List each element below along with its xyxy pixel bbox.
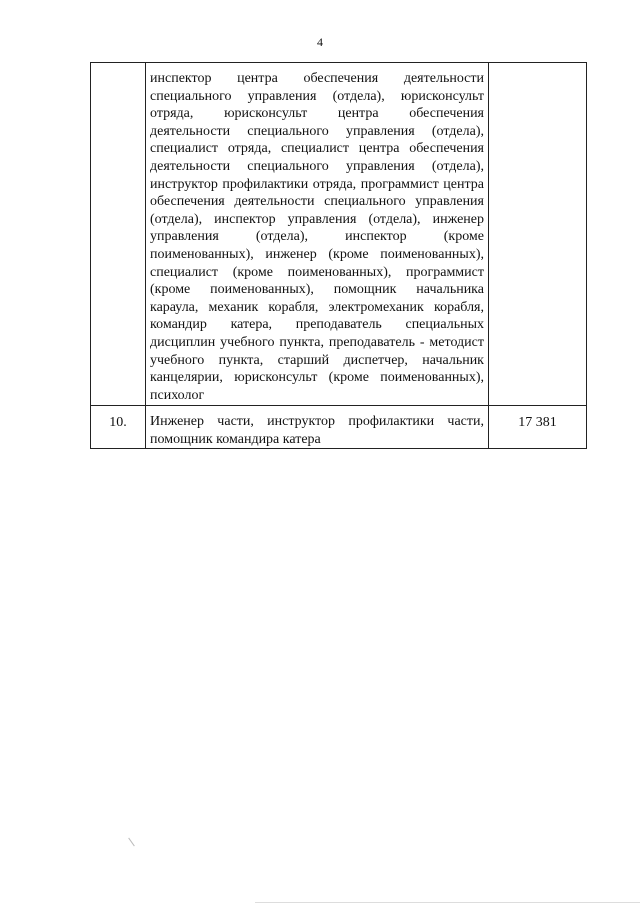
table-row xyxy=(91,406,587,449)
positions-table xyxy=(90,62,587,449)
table-row xyxy=(91,63,587,406)
scan-artifact xyxy=(128,838,135,847)
scan-artifact xyxy=(255,902,640,903)
row-number xyxy=(91,63,146,406)
salary-value: 17 381 xyxy=(489,406,587,449)
position-list: Инженер части, инструктор профилактики части, помощник командира катера xyxy=(146,406,489,449)
page-number: 4 xyxy=(317,35,323,49)
row-number: 10. xyxy=(91,406,146,449)
salary-value xyxy=(489,63,587,406)
position-list: инспектор центра обеспечения деятельности специального управления (отдела), юрисконсульт отряда, юрисконсульт центра обеспечения деятельности специального управления (отдела), специалист отряда, специалист центра обеспечения деятельности специального управления (отдела), инструктор профилактики отряда, программист центра обеспечения деятельности специального управления (отдела), инспектор управления (отдела), инженер управления (отдела), инспектор (кроме поименованных), инженер (кроме поименованных), специалист (кроме поименованных), программист (кроме поименованных), помощник начальника караула, механик корабля, электромеханик корабля, командир катера, преподаватель специальных дисциплин учебного пункта, преподаватель - методист учебного пункта, старший диспетчер, начальник канцелярии, юрисконсульт (кроме поименованных), психолог xyxy=(146,63,489,406)
